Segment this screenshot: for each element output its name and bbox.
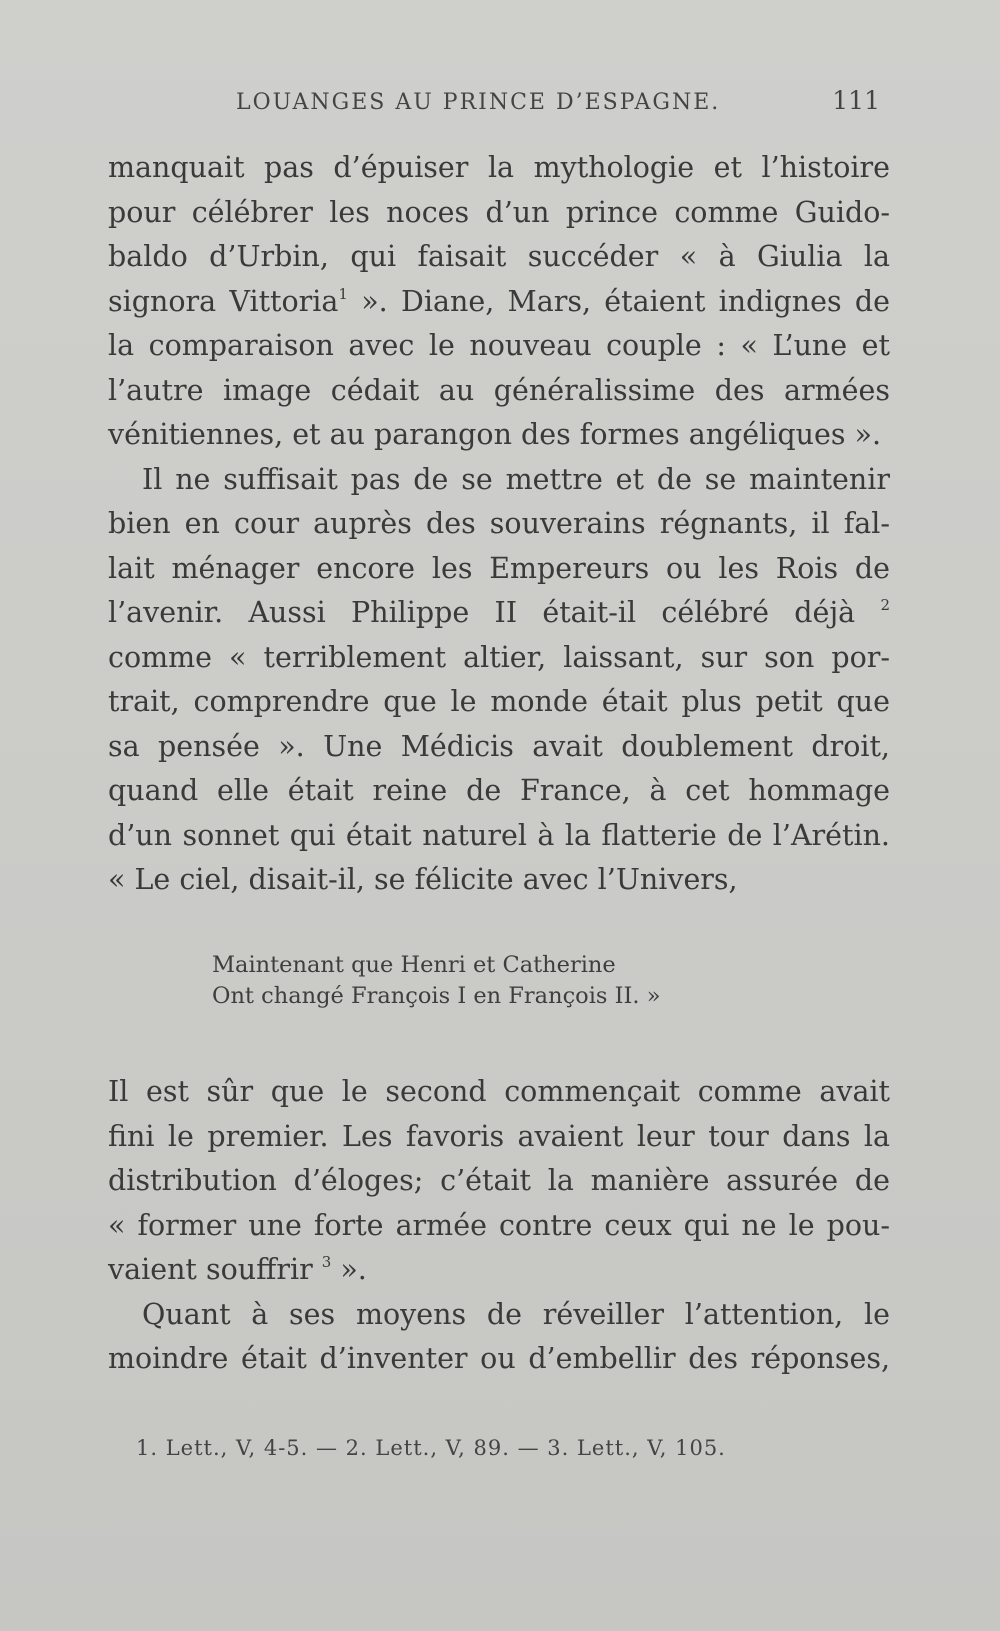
text-line: fini le premier. Les favoris avaient leur tour dans la (108, 1119, 890, 1153)
text-fragment: l’avenir. Aussi Philippe II était-il célébré déjà (108, 596, 856, 629)
text-line: l’autre image cédait au généralissime des armées (108, 373, 890, 407)
footnote-mark-3: 3 (321, 1253, 332, 1271)
verse-line: Ont changé François I en François II. » (212, 983, 661, 1009)
text-line: d’un sonnet qui était naturel à la flatterie de l’Arétin. (108, 818, 890, 852)
running-title: LOUANGES AU PRINCE D’ESPAGNE. (236, 90, 721, 115)
text-line: vénitiennes, et au parangon des formes angéliques ». (108, 418, 882, 451)
footnotes: 1. Lett., V, 4-5. — 2. Lett., V, 89. — 3. Lett., V, 105. (136, 1436, 726, 1460)
text-line: Il ne suffisait pas de se mettre et de se maintenir (142, 462, 890, 496)
text-line: quand elle était reine de France, à cet hommage (108, 774, 890, 807)
text-fragment: ». Diane, Mars, étaient indignes de (361, 284, 890, 318)
text-line (108, 1248, 890, 1293)
text-line: « Le ciel, disait-il, se félicite avec l’Univers, (108, 863, 738, 896)
text-line: lait ménager encore les Empereurs ou les Rois de (108, 551, 890, 585)
main-text-block (108, 146, 890, 903)
page-number: 111 (832, 86, 880, 115)
text-line (108, 280, 890, 325)
text-line: « former une forte armée contre ceux qui ne le pou- (108, 1208, 890, 1242)
text-line: moindre était d’inventer ou d’embellir des réponses, (108, 1342, 890, 1375)
text-line: distribution d’éloges; c’était la manière assurée de (108, 1164, 890, 1197)
text-line: Quant à ses moyens de réveiller l’attention, le (142, 1297, 890, 1331)
text-fragment: vaient souffrir (108, 1253, 313, 1286)
text-line (108, 591, 890, 636)
text-line: baldo d’Urbin, qui faisait succéder « à Giulia la (108, 240, 890, 273)
verse-quote (212, 950, 660, 1012)
text-fragment: signora Vittoria (108, 284, 339, 318)
verse-line: Maintenant que Henri et Catherine (212, 952, 616, 978)
text-line: trait, comprendre que le monde était plus petit que (108, 685, 890, 718)
page-header (108, 86, 890, 126)
text-line: pour célébrer les noces d’un prince comme Guido- (108, 195, 890, 229)
footnote-mark-1: 1 (338, 284, 348, 303)
text-line: Il est sûr que le second commençait comme avait (108, 1075, 890, 1108)
text-line: la comparaison avec le nouveau couple : « L’une et (108, 329, 890, 362)
main-text-block-2 (108, 1070, 890, 1382)
text-line: sa pensée ». Une Médicis avait doublement droit, (108, 729, 890, 763)
text-line: comme « terriblement altier, laissant, sur son por- (108, 640, 890, 674)
footnote-mark-2: 2 (880, 596, 891, 614)
text-line: bien en cour auprès des souverains régnants, il fal- (108, 507, 890, 540)
text-fragment: ». (340, 1253, 367, 1286)
text-line: manquait pas d’épuiser la mythologie et l’histoire (108, 151, 890, 184)
